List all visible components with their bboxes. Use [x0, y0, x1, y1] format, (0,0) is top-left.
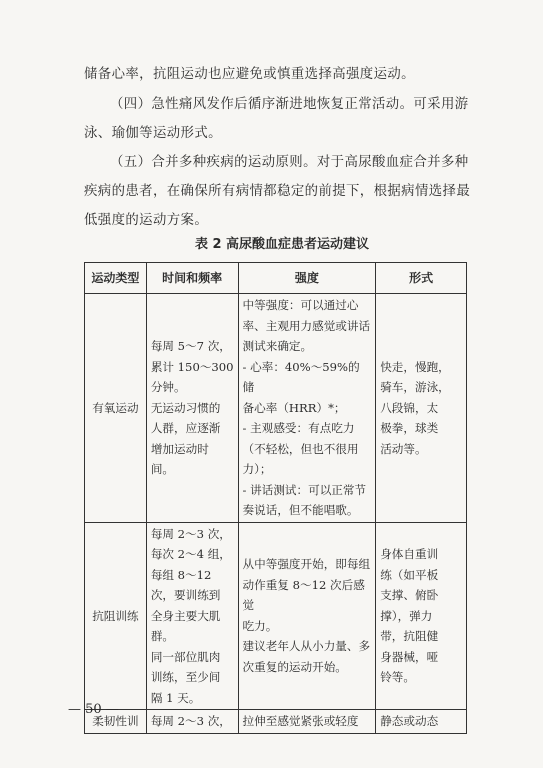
cell-line: 分钟。: [150, 380, 186, 394]
cell-line: 从中等强度开始，即每组: [242, 557, 371, 572]
cell-line: 每周 5～7 次，: [150, 339, 231, 353]
cell-line: 动作重复 8～12 次后感觉: [242, 577, 365, 613]
cell-line: 撑），弹力: [380, 608, 433, 623]
header-form: 形式: [376, 263, 467, 294]
cell-frequency: [146, 294, 238, 523]
cell-line: 中等强度：可以通过心: [242, 298, 359, 312]
cell-line: 拉伸至感觉紧张或轻度: [242, 714, 359, 728]
cell-line: - 讲话测试：可以正常节: [242, 482, 367, 497]
cell-form: [376, 522, 467, 710]
page-number: — 50 —: [68, 702, 119, 717]
exercise-table: [84, 262, 467, 734]
paragraph-1: 储备心率，抗阻运动也应避免或慎重选择高强度运动。: [84, 67, 415, 82]
cell-intensity: [238, 710, 376, 734]
cell-line: 八段锦，太: [380, 400, 439, 415]
cell-line: 极拳，球类: [380, 421, 439, 435]
cell-line: 全身主要大肌: [150, 608, 221, 623]
cell-line: 练（如平板: [380, 567, 439, 582]
cell-line: 活动等。: [380, 441, 427, 456]
cell-line: 身器械，哑: [380, 649, 439, 664]
cell-line: 训练，至少间: [150, 670, 221, 684]
cell-line: 每次 2～4 组，: [150, 547, 231, 561]
cell-frequency: [146, 710, 238, 734]
cell-line: 带，抗阻健: [380, 629, 439, 643]
table-row: [85, 522, 467, 710]
cell-line: 骑车，游泳，: [380, 380, 450, 394]
cell-line: 隔 1 天。: [150, 690, 201, 705]
cell-line: 快走，慢跑，: [380, 359, 450, 374]
cell-form: [376, 710, 467, 734]
cell-line: 每组 8～12: [150, 567, 212, 582]
cell-line: 同一部位肌肉: [150, 649, 221, 664]
cell-line: - 心率：40%～59%的储: [242, 359, 360, 394]
cell-line: 力）；: [242, 462, 272, 476]
cell-line: 次重复的运动开始。: [242, 659, 347, 674]
cell-line: 静态或动态: [380, 714, 439, 728]
cell-line: 奏说话，但不能唱歌。: [242, 503, 359, 517]
cell-line: 无运动习惯的: [150, 400, 221, 415]
header-type: 运动类型: [85, 263, 147, 294]
cell-line: 测试来确定。: [242, 339, 313, 353]
cell-type: 有氧运动: [85, 294, 147, 523]
cell-type: 柔韧性训: [85, 710, 147, 734]
cell-intensity: [238, 294, 376, 523]
table-row: [85, 294, 467, 523]
cell-line: 建议老年人从小力量、多: [242, 639, 371, 654]
cell-frequency: [146, 522, 238, 710]
cell-line: 身体自重训: [380, 547, 439, 561]
cell-line: 备心率（HRR）*；: [242, 400, 346, 415]
cell-line: 每周 2～3 次，: [150, 714, 231, 728]
header-frequency: 时间和频率: [146, 263, 238, 294]
cell-line: 铃等。: [380, 670, 415, 684]
cell-line: 次，要训练到: [150, 588, 221, 602]
cell-line: 累计 150～300: [150, 359, 234, 374]
cell-line: 率、主观用力感觉或讲话: [242, 318, 371, 333]
cell-line: 群。: [150, 629, 175, 643]
table-header-row: [85, 263, 467, 294]
cell-intensity: [238, 522, 376, 710]
table-caption: 表 2 高尿酸血症患者运动建议: [194, 237, 370, 252]
cell-line: 吃力。: [242, 618, 278, 633]
cell-line: 人群，应逐渐: [150, 421, 221, 435]
cell-line: - 主观感受：有点吃力: [242, 421, 355, 435]
paragraph-3: （五）合并多种疾病的运动原则。对于高尿酸血症合并多种疾病的患者，在确保所有病情都稳定的前提下，根据病情选择最低强度的运动方案。: [84, 155, 471, 228]
cell-form: [376, 294, 467, 523]
table-row: [85, 710, 467, 734]
cell-type: 抗阻训练: [85, 522, 147, 710]
cell-line: 每周 2～3 次，: [150, 526, 231, 541]
paragraph-2: （四）急性痛风发作后循序渐进地恢复正常活动。可采用游泳、瑜伽等运动形式。: [84, 97, 469, 141]
cell-line: （不轻松，但也不很用: [242, 441, 359, 456]
cell-line: 增加运动时: [150, 441, 209, 456]
cell-line: 间。: [150, 462, 175, 476]
header-intensity: 强度: [238, 263, 376, 294]
cell-line: 支撑、俯卧: [380, 588, 439, 602]
